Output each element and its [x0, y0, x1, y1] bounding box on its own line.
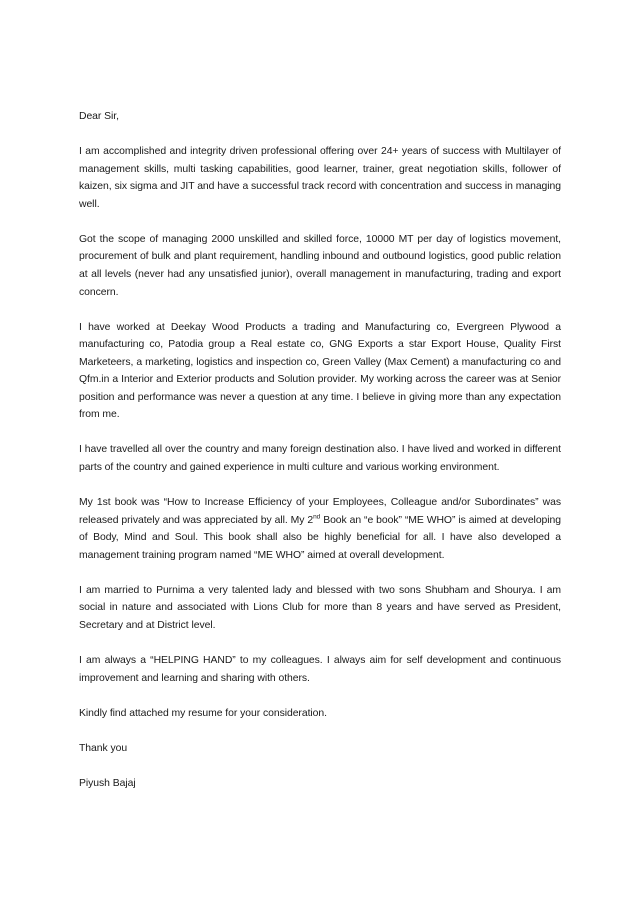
paragraph-experience: I have worked at Deekay Wood Products a trading and Manufacturing co, Evergreen Plywood a manufacturing co, Patodia group a Real estate co, GNG Exports a star Export House, Quality First Marketeers, a marketing, logistics and inspection co, Green Valley (Max Cement) a manufacturing co and Qfm.in a Interior and Exterior products and Solution provider. My working across the career was at Senior position and performance was never a question at any time. I believe in giving more than any expectation from me. — [79, 321, 561, 421]
ordinal-superscript: nd — [313, 513, 321, 521]
salutation: Dear Sir, — [79, 111, 119, 122]
closing: Thank you — [79, 742, 128, 754]
paragraph-resume: Kindly find attached my resume for your consideration. — [79, 707, 327, 719]
paragraph-scope: Got the scope of managing 2000 unskilled and skilled force, 10000 MT per day of logistics movement, procurement of bulk and plant requirement, handling inbound and outbound logistics, good public relation at all levels (never had any unsatisfied junior), overall management in manufacturing, trading and export concern. — [79, 233, 561, 298]
paragraph-travel: I have travelled all over the country and many foreign destination also. I have lived and worked in different parts of the country and gained experience in multi culture and various working environment. — [79, 444, 561, 474]
books-text-part1: My 1st book was “How to Increase Efficiency of your Employees, Colleague and/or Subordinates” was released privately and was appreciated by all. My 2 — [79, 497, 561, 526]
paragraph-summary: I am accomplished and integrity driven professional offering over 24+ years of success with Multilayer of management skills, multi tasking capabilities, good learner, trainer, great negotiation skills, follower of kaizen, six sigma and JIT and have a successful track record with concentration and success in managing well. — [79, 145, 561, 210]
cover-letter — [79, 108, 561, 810]
signature-name: Piyush Bajaj — [79, 777, 136, 789]
books-text-part2: Book an “e book” “ME WHO” is aimed at developing of Body, Mind and Soul. This book shall also be highly beneficial for all. I have also developed a management training program named “ME WHO” aimed at overall development. — [79, 514, 561, 561]
paragraph-books — [79, 494, 561, 564]
paragraph-personal: I am married to Purnima a very talented lady and blessed with two sons Shubham and Shourya. I am social in nature and associated with Lions Club for more than 8 years and have served as President, Secretary and at District level. — [79, 584, 561, 631]
paragraph-helping-hand: I am always a “HELPING HAND” to my colleagues. I always aim for self development and continuous improvement and learning and sharing with others. — [79, 654, 561, 684]
